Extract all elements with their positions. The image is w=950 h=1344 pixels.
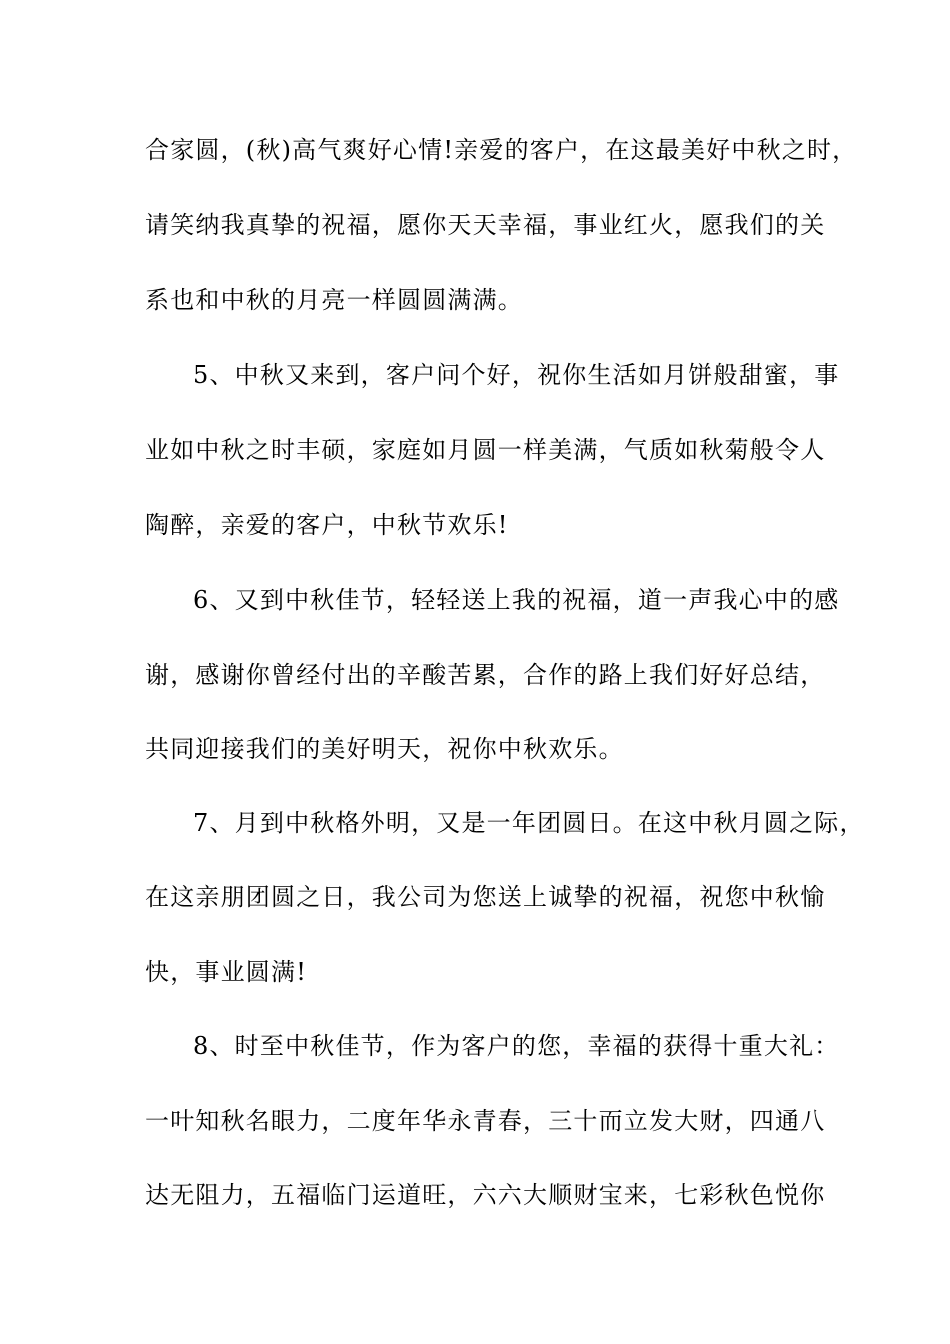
text-line: 谢，感谢你曾经付出的辛酸苦累，合作的路上我们好好总结，	[145, 661, 826, 689]
text-line: 合家圆，(秋)高气爽好心情!亲爱的客户，在这最美好中秋之时，	[145, 136, 858, 164]
text-line: 共同迎接我们的美好明天，祝你中秋欢乐。	[145, 735, 624, 763]
text-line: 达无阻力，五福临门运道旺，六六大顺财宝来，七彩秋色悦你	[145, 1181, 826, 1209]
text-line: 快，事业圆满!	[145, 958, 308, 986]
text-line: 在这亲朋团圆之日，我公司为您送上诚挚的祝福，祝您中秋愉	[145, 883, 826, 911]
text-line: 业如中秋之时丰硕，家庭如月圆一样美满，气质如秋菊般令人	[145, 436, 826, 464]
text-line: 一叶知秋名眼力，二度年华永青春，三十而立发大财，四通八	[145, 1107, 826, 1135]
text-line: 系也和中秋的月亮一样圆圆满满。	[145, 286, 523, 314]
text-line: 6、又到中秋佳节，轻轻送上我的祝福，道一声我心中的感	[193, 586, 840, 614]
text-line: 8、时至中秋佳节，作为客户的您，幸福的获得十重大礼：	[193, 1032, 840, 1060]
text-line: 5、中秋又来到，客户问个好，祝你生活如月饼般甜蜜，事	[193, 361, 840, 389]
text-line: 请笑纳我真挚的祝福，愿你天天幸福，事业红火，愿我们的关	[145, 211, 826, 239]
text-line: 7、月到中秋格外明，又是一年团圆日。在这中秋月圆之际，	[193, 809, 865, 837]
text-line: 陶醉，亲爱的客户，中秋节欢乐!	[145, 511, 509, 539]
